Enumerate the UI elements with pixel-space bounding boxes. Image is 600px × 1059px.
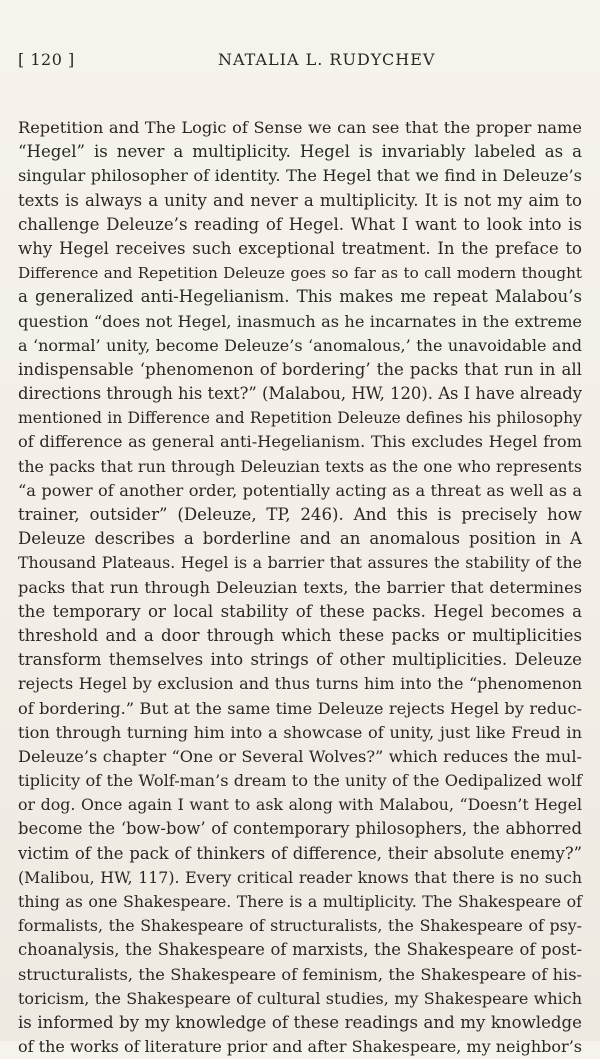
text-line: trainer, outsider” (Deleuze, TP, 246). And this is precisely how [18,505,582,524]
text-line: the packs that run through Deleuzian texts as the one who represents [18,456,582,476]
text-line: a ‘normal’ unity, become Deleuze’s ‘anomalous,’ the unavoidable and [18,335,582,355]
text-line: structuralists, the Shakespeare of feminism, the Shakespeare of his- [18,964,582,984]
text-line: of bordering.” But at the same time Deleuze rejects Hegel by reduc- [18,698,582,718]
text-line: or dog. Once again I want to ask along with Malabou, “Doesn’t Hegel [18,795,582,815]
text-line: Deleuze describes a borderline and an anomalous position in A [18,529,582,549]
text-line: “a power of another order, potentially acting as a threat as well as a [18,480,582,500]
text-line: of the works of literature prior and after Shakespeare, my neighbor’s [18,1037,582,1057]
text-line: challenge Deleuze’s reading of Hegel. What I want to look into is [18,214,582,234]
text-line: rejects Hegel by exclusion and thus turns him into the “phenomenon [18,674,582,694]
text-line: a generalized anti-Hegelianism. This makes me repeat Malabou’s [18,287,582,307]
text-line: choanalysis, the Shakespeare of marxists, the Shakespeare of post- [18,940,582,960]
text-line: Thousand Plateaus. Hegel is a barrier that assures the stability of the [18,553,582,573]
text-line: “Hegel” is never a multiplicity. Hegel is invariably labeled as a [18,142,582,162]
text-line: indispensable ‘phenomenon of bordering’ the packs that run in all [18,359,582,379]
text-line: directions through his text?” (Malabou, HW, 120). As I have already [18,384,582,404]
text-line: texts is always a unity and never a multiplicity. It is not my aim to [18,190,582,210]
text-line: transform themselves into strings of other multiplicities. Deleuze [18,650,582,670]
text-line: (Malibou, HW, 117). Every critical reader knows that there is no such [18,867,582,887]
text-line: tiplicity of the Wolf-man’s dream to the unity of the Oedipalized wolf [18,771,582,791]
text-line: mentioned in Difference and Repetition Deleuze defines his philosophy [18,409,582,428]
running-head-author: NATALIA L. RUDYCHEV [218,50,436,69]
page-number: [ 120 ] [18,50,75,69]
text-line: question “does not Hegel, inasmuch as he incarnates in the extreme [18,311,582,331]
text-line: of difference as general anti-Hegelianism. This excludes Hegel from [18,432,582,452]
text-line: Deleuze’s chapter “One or Several Wolves?” which reduces the mul- [18,746,582,766]
text-line: Difference and Repetition Deleuze goes so far as to call modern thought [18,264,582,283]
text-line: become the ‘bow-bow’ of contemporary philosophers, the abhorred [18,819,582,839]
running-head [18,50,582,74]
text-line: Repetition and The Logic of Sense we can see that the proper name [18,118,582,137]
text-line: thing as one Shakespeare. There is a multiplicity. The Shakespeare of [18,892,582,911]
body-text [18,116,582,1059]
text-line: why Hegel receives such exceptional treatment. In the preface to [18,238,582,258]
text-line: threshold and a door through which these packs or multiplicities [18,625,582,645]
text-line: the temporary or local stability of these packs. Hegel becomes a [18,601,582,621]
text-line: victim of the pack of thinkers of difference, their absolute enemy?” [18,843,582,863]
text-line: packs that run through Deleuzian texts, the barrier that determines [18,577,582,597]
text-line: toricism, the Shakespeare of cultural studies, my Shakespeare which [18,988,582,1008]
text-line: singular philosopher of identity. The Hegel that we find in Deleuze’s [18,166,582,186]
text-line: formalists, the Shakespeare of structuralists, the Shakespeare of psy- [18,916,582,936]
text-line: tion through turning him into a showcase of unity, just like Freud in [18,722,582,742]
text-line: is informed by my knowledge of these readings and my knowledge [18,1012,582,1032]
